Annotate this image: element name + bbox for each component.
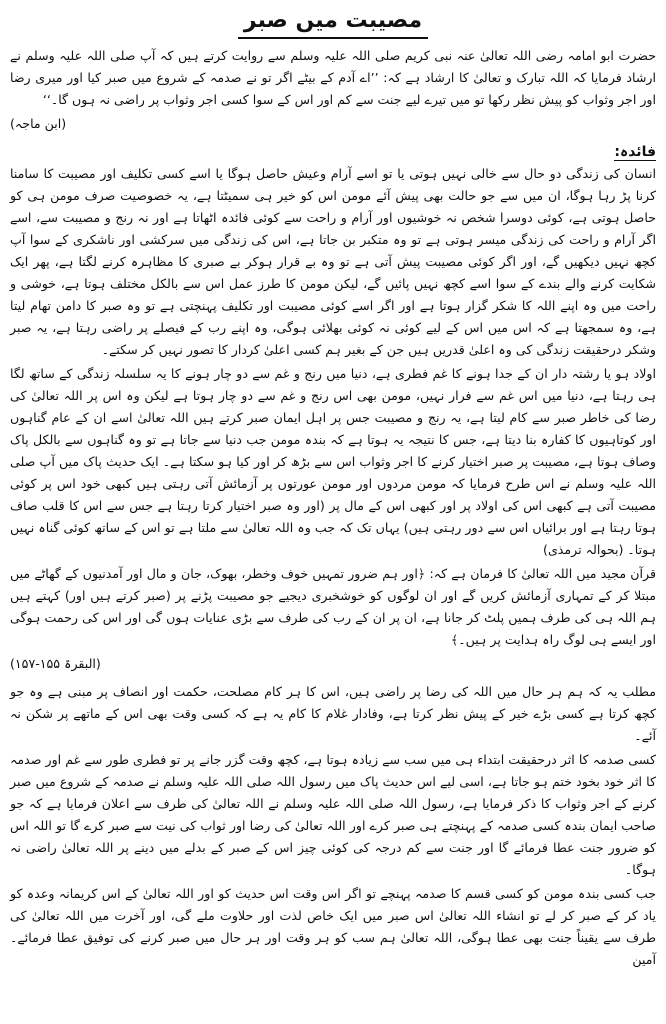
faida-paragraph-3: قرآن مجید میں اللہ تعالیٰ کا فرمان ہے کہ: ﴿اور ہم ضرور تمہیں خوف وخطر، بھوک، جان و مال اور آمدنیوں کے گھاٹے میں مبتلا کر کے تمہاری آزمائش کریں گے اور ان لوگوں کو خوشخبری دیجیے جو مصیبت پڑنے پر (صبر کرتے ہیں اور) کہتے ہیں ہم اللہ ہی کی طرف ہمیں پلٹ کر جانا ہے، ان پر ان کے رب کی طرف سے بڑی عنایات ہوں گی اور اس کی رحمت ہوگی اور ایسے ہی لوگ راہ ہدایت پر ہیں۔﴾ xyxy=(10,566,656,647)
faida-paragraph-2: اولاد ہو یا رشتہ دار ان کے جدا ہونے کا غم فطری ہے، دنیا میں رنج و غم سے دو چار ہونے کا یہ سلسلہ زندگی کے ساتھ لگا ہی رہتا ہے، دنیا میں اس غم سے فرار نہیں، مومن بھی اس رنج و غم سے دو چار ہوتا ہے لیکن وہ اس پر اللہ تعالیٰ کی رضا کی خاطر صبر سے کام لیتا ہے، یہ رنج و مصیبت جس پر اہل ایمان صبر کرتے ہیں اللہ تعالیٰ اسے ان کے عام گناہوں اور کوتاہیوں کا کفارہ بنا دیتا ہے، جس کا نتیجہ یہ ہوتا ہے کہ بندہ مومن جب دنیا سے جاتا ہے تو وہ گناہوں سے بالکل پاک وصاف ہوتا ہے، مصیبت پر صبر اختیار کرنے کا اجر وثواب اس سے بڑھ کر اور کیا ہو سکتا ہے۔ ایک حدیث پاک میں آپ صلی اللہ علیہ وسلم نے اس طرح فرمایا کہ مومن مردوں اور مومن عورتوں پر آزمائش آتی رہتی ہیں کبھی خود اس پر کوئی مصیبت آتی ہے کبھی اس کی اولاد پر اور کبھی اس کے مال پر (اور وہ صبر اختیار کرتا رہتا ہے جس سے اس کا قلب صاف ہوتا رہتا ہے اور برائیاں اس سے دور رہتی ہیں) یہاں تک کہ جب وہ اللہ تعالیٰ سے ملتا ہے تو اس کے ساتھ کوئی گناہ نہیں ہوتا۔ (بحوالہ ترمذی) xyxy=(10,366,656,557)
quran-reference: (البقرۃ ۱۵۵-۱۵۷) xyxy=(10,656,101,671)
faida-paragraph-4: مطلب یہ کہ ہم ہر حال میں اللہ کی رضا پر راضی ہیں، اس کا ہر کام مصلحت، حکمت اور انصاف پر مبنی ہے وہ جو کچھ کرتا ہے کسی بڑے خیر کے پیش نظر کرتا ہے، وفادار غلام کا کام یہ ہے کہ کسی وقت بھی اس کے ماتھے پر شکن نہ آئے۔ xyxy=(10,684,656,743)
faida-heading-label: فائدہ: xyxy=(614,144,656,160)
faida-heading xyxy=(10,141,656,163)
faida-paragraph-5: کسی صدمہ کا اثر درحقیقت ابتداء ہی میں سب سے زیادہ ہوتا ہے، کچھ وقت گزر جانے پر تو فطری طور سے غم اور صدمہ کا اثر خود بخود ختم ہو جاتا ہے، اسی لیے اس حدیث پاک میں رسول اللہ صلی اللہ علیہ وسلم نے صدمہ کے شروع میں صبر کرنے کے اجر وثواب کا ذکر فرمایا ہے، رسول اللہ صلی اللہ علیہ وسلم نے اللہ تعالیٰ کی طرف سے اعلان فرمایا ہے کہ جو صاحب ایمان بندہ کسی صدمہ کے پہنچتے ہی صبر کرے اور اللہ تعالیٰ کی رضا اور ثواب کی نیت سے صبر کرے گا تو اللہ اس کو ضرور جنت عطا فرمائے گا اور جنت سے کم درجہ کی کوئی چیز اس کے صبر کے بدلے میں دینے پر اللہ تعالیٰ راضی نہ ہوگا۔ xyxy=(10,752,657,877)
faida-paragraph-1: انسان کی زندگی دو حال سے خالی نہیں ہوتی یا تو اسے آرام وعیش حاصل ہوگا یا اسے کسی تکلیف اور مصیبت کا سامنا کرنا پڑ رہا ہوگا، ان میں سے جو حالت بھی پیش آئے مومن اس کو خیر ہی سمیٹتا ہے، یہ خصوصیت صرف مومن ہی کو حاصل ہوتی ہے، کوئی دوسرا شخص نہ خوشیوں اور آرام و راحت سے کوئی فائدہ اٹھاتا ہے اور نہ رنج و مصیبت سے، اسے اگر آرام و راحت کی زندگی میسر ہوتی ہے تو وہ متکبر بن جاتا ہے، اس کی زندگی میں سرکشی اور ناشکری کے سوا آپ کچھ نہیں دیکھیں گے، اور اگر کوئی مصیبت پیش آتی ہے تو وہ بے قرار ہوکر بے صبری کا مظاہرہ کرنے لگتا ہے، پھر ایک شکایت کرنے والے بندے کے سوا اسے کچھ نہیں پائیں گے، لیکن مومن کا طرز عمل اس سے بالکل مختلف ہوتا ہے، خوشی و راحت میں وہ اپنے اللہ کا شکر گزار ہوتا ہے اور اگر اسے کوئی مصیبت اور تکلیف پہنچتی ہے تو وہ صبر کا دامن تھام لیتا ہے، وہ سمجھتا ہے کہ اس میں اس کے لیے کوئی نہ کوئی بھلائی ہوگی، وہ اپنے رب کے فیصلے پر راضی رہتا ہے، یہ صبر وشکر درحقیقت زندگی کی وہ اعلیٰ قدریں ہیں جن کے بغیر ہم کسی اعلیٰ کردار کا تصور نہیں کر سکتے۔ xyxy=(10,166,656,357)
page-title: مصیبت میں صبر xyxy=(238,6,428,39)
hadith-reference: (ابن ماجہ) xyxy=(10,116,67,131)
hadith-text: حضرت ابو امامہ رضی اللہ تعالیٰ عنہ نبی کریم صلی اللہ علیہ وسلم سے روایت کرتے ہیں کہ آپ صلی اللہ علیہ وسلم نے ارشاد فرمایا کہ اللہ تبارک و تعالیٰ کا ارشاد ہے کہ: ’’اے آدم کے بیٹے اگر تو نے صدمہ کے شروع میں صبر کیا اور میری رضا اور اجر وثواب کو پیش نظر رکھا تو میں تیرے لیے جنت سے کم اور اس کے سوا کسی اجر وثواب پر راضی نہ ہوں گا۔‘‘ xyxy=(10,48,656,107)
faida-paragraph-6: جب کسی بندہ مومن کو کسی قسم کا صدمہ پہنچے تو اگر اس وقت اس حدیث کو اور اللہ تعالیٰ کے اس کریمانہ وعدہ کو یاد کر کے صبر کر لے تو انشاء اللہ تعالیٰ اس صبر میں ایک خاص لذت اور حلاوت ملے گی، اور آخرت میں اللہ تعالیٰ کی طرف سے یقیناً جنت بھی عطا ہوگی، اللہ تعالیٰ ہم سب کو ہر وقت اور ہر حال میں صبر کرنے کی توفیق عطا فرمائے۔ آمین xyxy=(10,886,656,967)
title-container xyxy=(10,6,656,39)
